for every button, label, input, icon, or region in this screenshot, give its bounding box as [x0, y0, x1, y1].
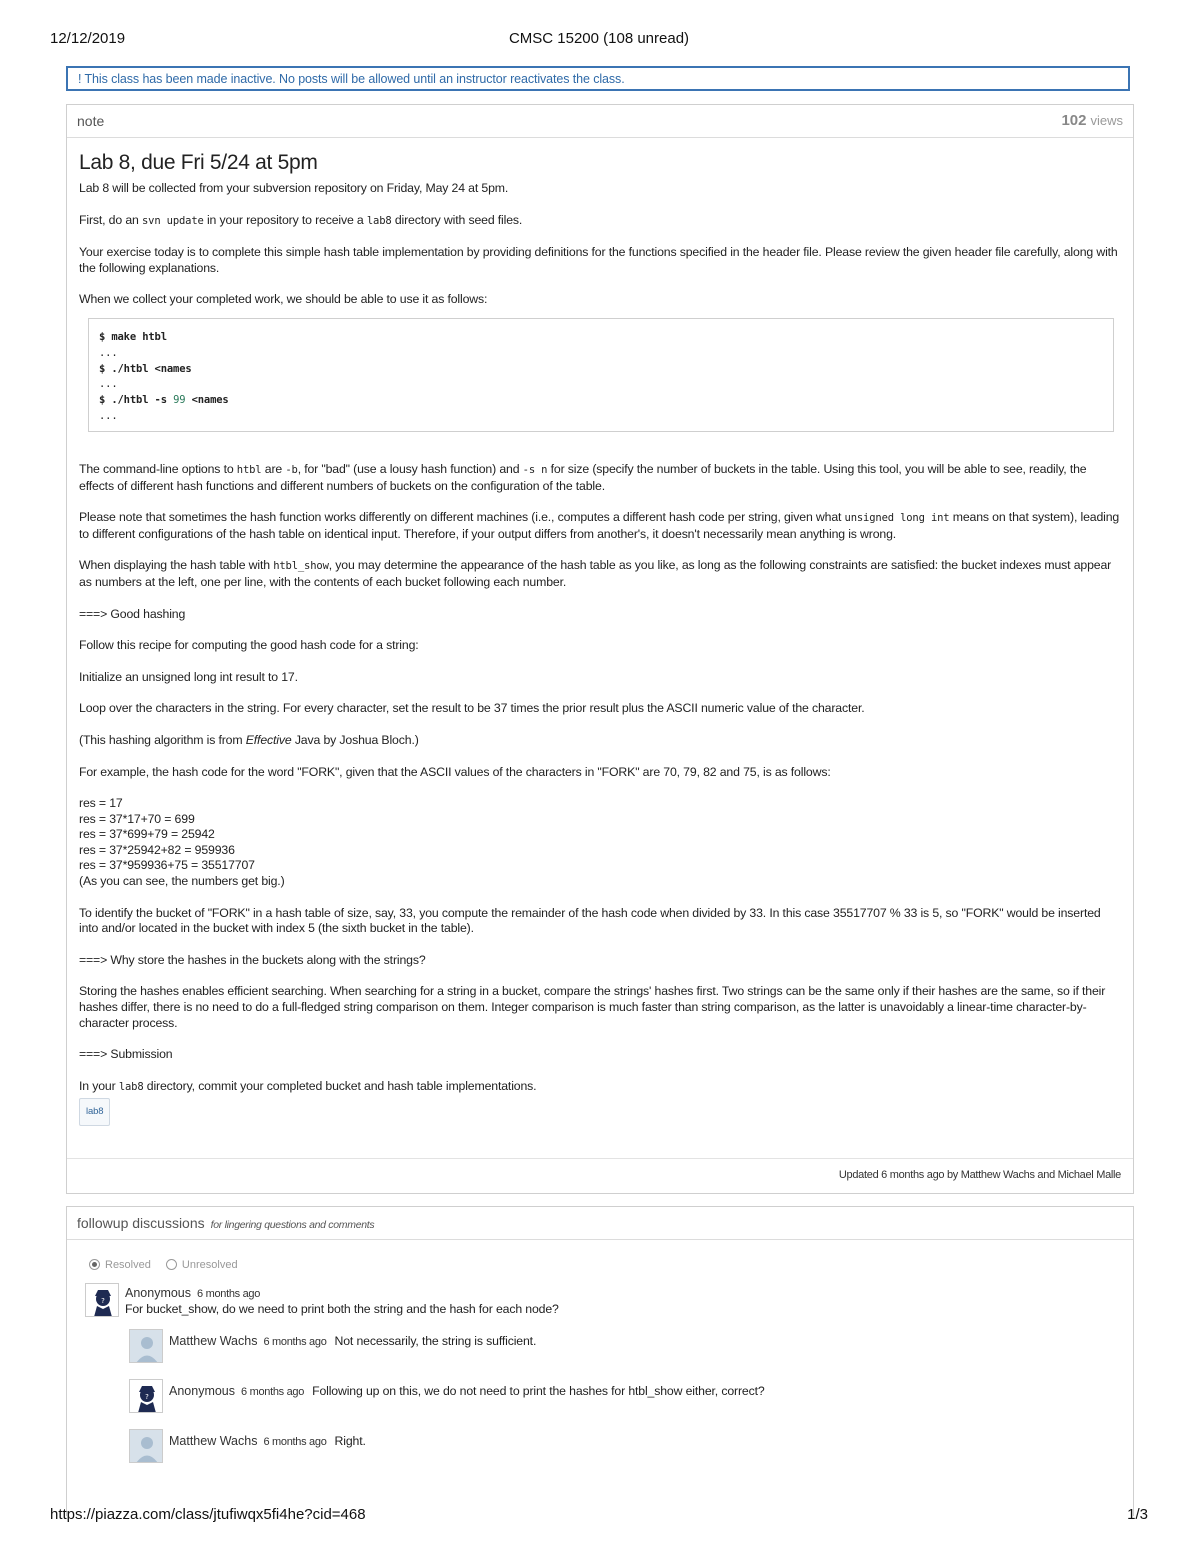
svg-text:?: ?: [145, 1393, 149, 1401]
inline-code: lab8: [366, 214, 392, 227]
post-type-label: note: [77, 113, 105, 129]
print-date: 12/12/2019: [50, 30, 126, 47]
folder-tag-lab8[interactable]: lab8: [79, 1098, 110, 1126]
page-number: 1/3: [1127, 1506, 1148, 1523]
followup-thread: [85, 1283, 1115, 1323]
svg-text:?: ?: [101, 1297, 105, 1305]
paragraph: For example, the hash code for the word "FORK", given that the ASCII values of the characters in "FORK" are 70, 79, 82 and 75, is as follows:: [79, 764, 831, 779]
followup-subtitle: for lingering questions and comments: [210, 1219, 375, 1231]
paragraph: Your exercise today is to complete this simple hash table implementation by providing definitions for the functions specified in the header file. Please review the given header file carefully, along with the following explanations.: [79, 245, 1118, 275]
reply-author: Matthew Wachs: [169, 1334, 258, 1348]
paragraph: Please note that sometimes the hash function works differently on different machines (i.e., computes a different hash code per string, given what unsigned long int means on that system), leading to different configurations of the hash table on identical input. Therefore, if your output differs from another's, it doesn't necessarily mean anything is wrong.: [79, 510, 1120, 541]
resolution-radios: [89, 1259, 250, 1271]
views-counter: [1061, 112, 1123, 129]
note-post: [66, 104, 1134, 1194]
print-footer: [50, 1506, 1148, 1526]
user-avatar-icon: [129, 1429, 163, 1463]
user-avatar-icon: [129, 1329, 163, 1363]
paragraph: Initialize an unsigned long int result to 17.: [79, 669, 298, 684]
inactive-class-banner: ! This class has been made inactive. No posts will be allowed until an instructor reactivates the class.: [66, 66, 1130, 91]
print-header: [50, 30, 1148, 50]
paragraph: First, do an svn update in your repository to receive a lab8 directory with seed files.: [79, 212, 523, 227]
section-heading: ===> Submission: [79, 1047, 173, 1062]
paragraph: Loop over the characters in the string. For every character, set the result to be 37 times the prior result plus the ASCII numeric value of the character.: [79, 701, 865, 716]
anonymous-avatar-icon: [129, 1379, 163, 1413]
comment-author: Anonymous: [125, 1286, 192, 1300]
radio-unchecked-icon: [166, 1259, 177, 1270]
paragraph: (This hashing algorithm is from Effective Java by Joshua Bloch.): [79, 732, 419, 747]
section-heading: ===> Why store the hashes in the buckets along with the strings?: [79, 952, 426, 967]
resolved-radio[interactable]: Resolved: [89, 1259, 151, 1271]
post-body: [79, 151, 1121, 1126]
paragraph: Storing the hashes enables efficient searching. When searching for a string in a bucket, compare the strings' hashes first. Two strings can be the same only if their hashes are the same, so if their hashes differ, there is no need to do a full-fledged string comparison on them. Integer comparison is much faster than string comparison, as the latter is unavoidably a linear-time character-by-character process.: [79, 984, 1106, 1030]
followup-discussions: [66, 1206, 1134, 1516]
reply: [129, 1429, 1109, 1465]
followup-title: followup discussions: [77, 1215, 205, 1231]
comment-time: 6 months ago: [197, 1288, 261, 1300]
post-title: Lab 8, due Fri 5/24 at 5pm: [79, 151, 318, 174]
paragraph: When displaying the hash table with htbl_show, you may determine the appearance of the hash table as you like, as long as the following constraints are satisfied: the bucket indexes must appear as numbers at the left, one per line, with the contents of each bucket following each number.: [79, 558, 1112, 589]
anonymous-avatar-icon: [85, 1283, 119, 1317]
hash-example-lines: res = 17 res = 37*17+70 = 699 res = 37*699+79 = 25942 res = 37*25942+82 = 959936 res = 37*959936+75 = 35517707 (As you can see, the numbers get big.): [79, 796, 285, 889]
paragraph: Lab 8 will be collected from your subversion repository on Friday, May 24 at 5pm.: [79, 181, 509, 195]
reply-text: Right.: [334, 1434, 366, 1448]
views-count: 102: [1061, 112, 1087, 129]
reply-time: 6 months ago: [263, 1436, 327, 1448]
views-label: views: [1090, 113, 1123, 128]
unresolved-radio[interactable]: Unresolved: [166, 1259, 238, 1271]
reply-text: Following up on this, we do not need to print the hashes for htbl_show either, correct?: [312, 1384, 765, 1398]
section-heading: ===> Good hashing: [79, 606, 186, 621]
reply-time: 6 months ago: [263, 1336, 327, 1348]
reply-author: Anonymous: [169, 1384, 236, 1398]
inline-code: svn update: [141, 214, 204, 227]
paragraph: In your lab8 directory, commit your completed bucket and hash table implementations.: [79, 1078, 537, 1093]
paragraph: Follow this recipe for computing the good hash code for a string:: [79, 638, 419, 653]
followup-header: [67, 1207, 1133, 1240]
page-url: https://piazza.com/class/jtufiwqx5fi4he?cid=468: [50, 1506, 366, 1523]
paragraph: To identify the bucket of "FORK" in a hash table of size, say, 33, you compute the remainder of the hash code when divided by 33. In this case 35517707 % 33 is 5, so "FORK" would be inserted into and/or located in the bucket with index 5 (the sixth bucket in the table).: [79, 905, 1101, 936]
updated-text: Updated 6 months ago by Matthew Wachs and Michael Malle: [838, 1169, 1121, 1181]
comment-text: For bucket_show, do we need to print both the string and the hash for each node?: [125, 1302, 559, 1316]
paragraph: The command-line options to htbl are -b, for "bad" (use a lousy hash function) and -s n for size (specify the number of buckets in the table. Using this tool, you will be able to see, readily, the effects of different hash functions and different numbers of buckets on the configuration of the table.: [79, 461, 1087, 493]
reply-text: Not necessarily, the string is sufficient.: [334, 1334, 537, 1348]
print-title: CMSC 15200 (108 unread): [508, 30, 690, 47]
post-header: [67, 105, 1133, 138]
radio-checked-icon: [89, 1259, 100, 1270]
updated-line: [67, 1158, 1133, 1181]
reply: [129, 1379, 1109, 1415]
code-block: $ make htbl ... $ ./htbl <names ... $ ./htbl -s 99 <names ...: [88, 318, 1114, 432]
reply-author: Matthew Wachs: [169, 1434, 258, 1448]
paragraph: When we collect your completed work, we should be able to use it as follows:: [79, 292, 488, 307]
reply-time: 6 months ago: [241, 1386, 305, 1398]
reply: [129, 1329, 1109, 1365]
